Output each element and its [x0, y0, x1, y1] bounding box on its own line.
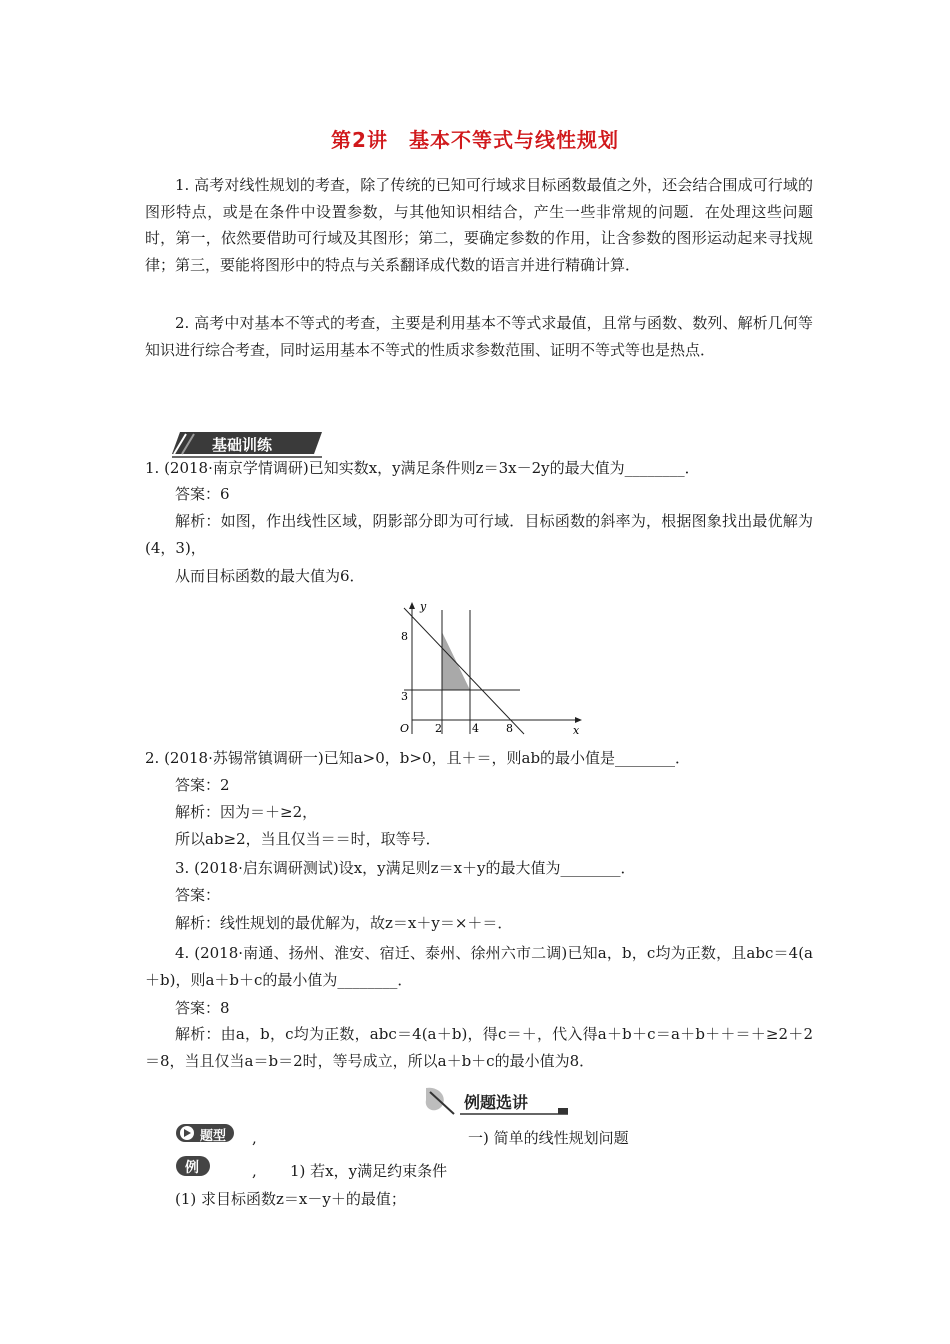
section-banner-label: 基础训练 [212, 436, 273, 454]
q1-analysis-1: 解析：如图，作出线性区域，阴影部分即为可行域．目标函数的斜率为，根据图象找出最优解为(4，3)， [145, 512, 813, 557]
type-badge [176, 1123, 236, 1143]
x-axis-label: x [573, 724, 580, 737]
intro-paragraph-2: 2. 高考中对基本不等式的考查，主要是利用基本不等式求最值，且常与函数、数列、解析几何等知识进行综合考查，同时运用基本不等式的性质求参数范围、证明不等式等也是热点． [145, 314, 813, 359]
q2-answer: 答案：2 [175, 776, 230, 794]
x-tick-2: 2 [435, 722, 442, 735]
feasible-region-graph [392, 594, 592, 740]
line-x-plus-y-8 [404, 608, 524, 734]
q1-analysis-2: 从而目标函数的最大值为6． [175, 567, 365, 585]
q4-stem: 4. (2018·南通、扬州、淮安、宿迁、泰州、徐州六市二调)已知a，b，c均为正数，且abc＝4(a＋b)，则a＋b＋c的最小值为________． [145, 944, 813, 989]
example-badge-label: 例 [185, 1160, 199, 1176]
type-badge-label: 题型 [200, 1129, 227, 1144]
q2-analysis-1: 解析：因为＝＋≥2， [175, 803, 318, 821]
q3-analysis: 解析：线性规划的最优解为，故z＝x＋y＝×＋＝． [175, 914, 513, 932]
example-part-1: (1) 求目标函数z＝x－y＋的最值； [175, 1190, 406, 1208]
y-tick-3: 3 [401, 690, 408, 703]
q2-stem: 2. (2018·苏锡常镇调研一)已知a>0，b>0，且＋＝，则ab的最小值是________． [145, 749, 691, 767]
type-heading: 一) 简单的线性规划问题 [468, 1129, 629, 1147]
page-title: 第2讲 基本不等式与线性规划 [331, 128, 619, 152]
q3-stem: 3. (2018·启东调研测试)设x，y满足则z＝x＋y的最大值为________． [175, 859, 636, 877]
section-banner-examples-label: 例题选讲 [464, 1093, 529, 1112]
q1-stem: 1. (2018·南京学情调研)已知实数x，y满足条件则z＝3x－2y的最大值为________． [145, 459, 700, 477]
q4-answer: 答案：8 [175, 999, 230, 1017]
section-banner-examples [420, 1086, 570, 1118]
q2-analysis-2: 所以ab≥2，当且仅当＝＝时，取等号． [175, 830, 441, 848]
section-banner-basic-training [172, 428, 322, 458]
y-axis-label: y [420, 600, 427, 613]
feasible-region-shade [442, 632, 470, 690]
q4-analysis: 解析：由a，b，c均为正数，abc＝4(a＋b)，得c＝＋，代入得a＋b＋c＝a＋b＋＋＝＋≥2＋2＝8，当且仅当a＝b＝2时，等号成立，所以a＋b＋c的最小值为8． [145, 1025, 813, 1070]
intro-paragraph-1: 1. 高考对线性规划的考查，除了传统的已知可行域求目标函数最值之外，还会结合围成可行域的图形特点，或是在条件中设置参数，与其他知识相结合，产生一些非常规的问题．在处理这些问题时，第一，依然要借助可行域及其图形；第二，要确定参数的作用，让含参数的图形运动起来寻找规律；第三，要能将图形中的特点与关系翻译成代数的语言并进行精确计算． [145, 176, 813, 274]
x-tick-4: 4 [472, 722, 479, 735]
example-comma: , [252, 1162, 257, 1180]
q1-answer: 答案：6 [175, 485, 230, 503]
example-stem: 1) 若x，y满足约束条件 [290, 1162, 448, 1180]
origin-label: O [400, 722, 410, 735]
q3-answer: 答案： [175, 886, 221, 904]
y-tick-8: 8 [401, 630, 408, 643]
type-comma: , [252, 1129, 257, 1147]
example-badge [176, 1155, 212, 1177]
x-tick-8: 8 [506, 722, 513, 735]
